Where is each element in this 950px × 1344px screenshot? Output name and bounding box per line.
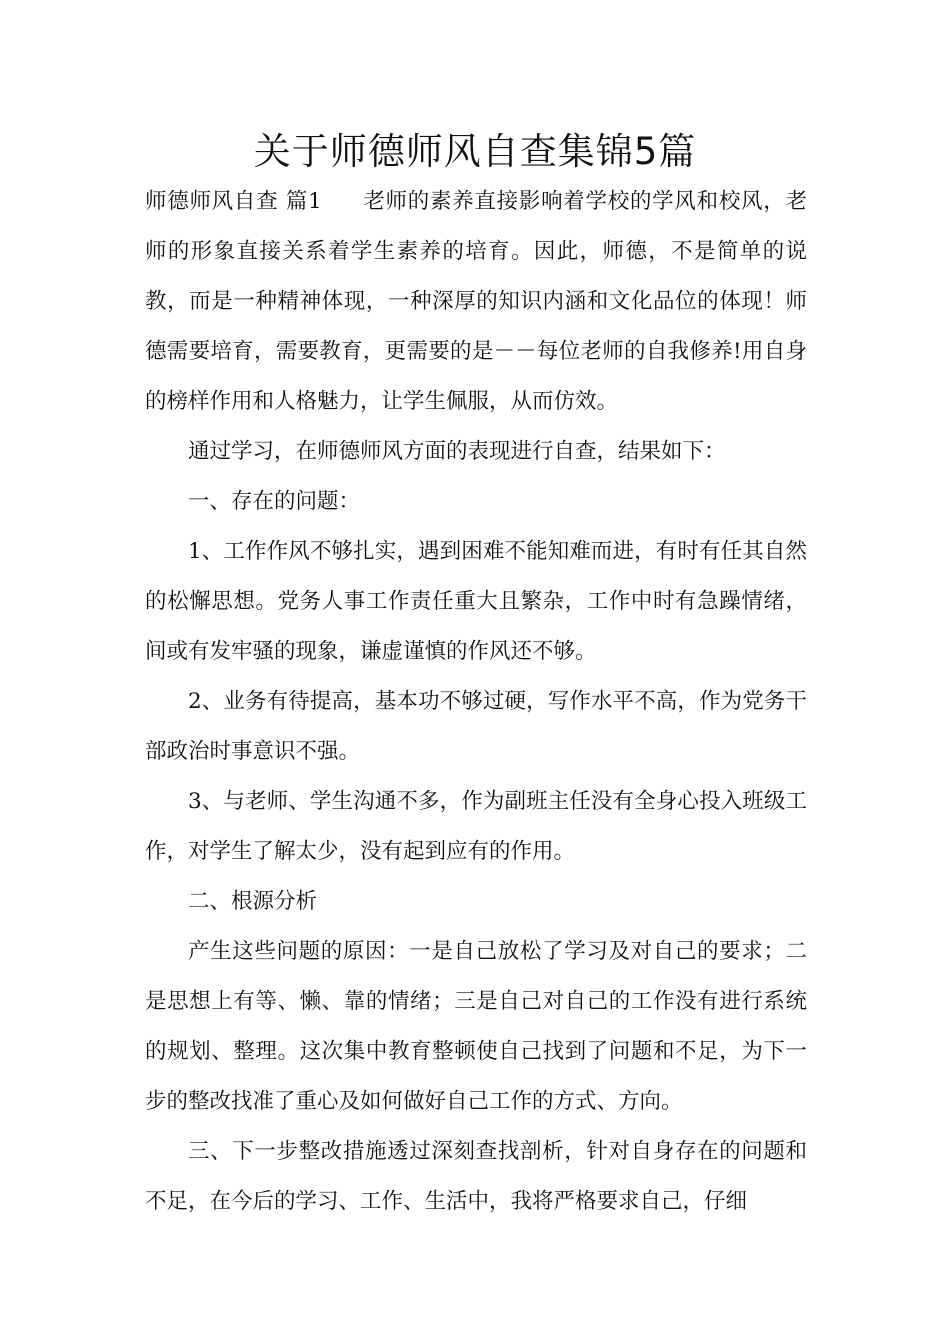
- document-body: [145, 177, 807, 1227]
- document-title: 关于师德师风自查集锦5篇: [253, 130, 697, 173]
- paragraph-intro: [145, 177, 807, 427]
- paragraph: 产生这些问题的原因：一是自己放松了学习及对自己的要求；二是思想上有等、懒、靠的情绪；三是自己对自己的工作没有进行系统的规划、整理。这次集中教育整顿使自己找到了问题和不足，为下一步的整改找准了重心及如何做好自己工作的方式、方向。: [145, 939, 807, 1114]
- paragraph: 三、下一步整改措施透过深刻查找剖析，针对自身存在的问题和不足，在今后的学习、工作、生活中，我将严格要求自己，仔细: [145, 1139, 807, 1214]
- paragraph: 通过学习，在师德师风方面的表现进行自查，结果如下：: [188, 439, 726, 464]
- paragraph-text: 老师的素养直接影响着学校的学风和校风，老师的形象直接关系着学生素养的培育。因此，师德，不是简单的说教，而是一种精神体现，一种深厚的知识内涵和文化品位的体现！师德需要培育，需要教育，更需要的是－－每位老师的自我修养!用自身的榜样作用和人格魅力，让学生佩服，从而仿效。: [145, 189, 807, 414]
- paragraph: 1、工作作风不够扎实，遇到困难不能知难而进，有时有任其自然的松懈思想。党务人事工作责任重大且繁杂，工作中时有急躁情绪，间或有发牢骚的现象，谦虚谨慎的作风还不够。: [145, 539, 807, 664]
- heading-root-cause: 二、根源分析: [188, 889, 318, 914]
- paragraph: 3、与老师、学生沟通不多，作为副班主任没有全身心投入班级工作，对学生了解太少，没有起到应有的作用。: [145, 789, 807, 864]
- heading-problems: 一、存在的问题：: [188, 489, 361, 514]
- section-heading: 师德师风自查 篇1: [145, 189, 322, 214]
- paragraph: 2、业务有待提高，基本功不够过硬，写作水平不高，作为党务干部政治时事意识不强。: [145, 689, 807, 764]
